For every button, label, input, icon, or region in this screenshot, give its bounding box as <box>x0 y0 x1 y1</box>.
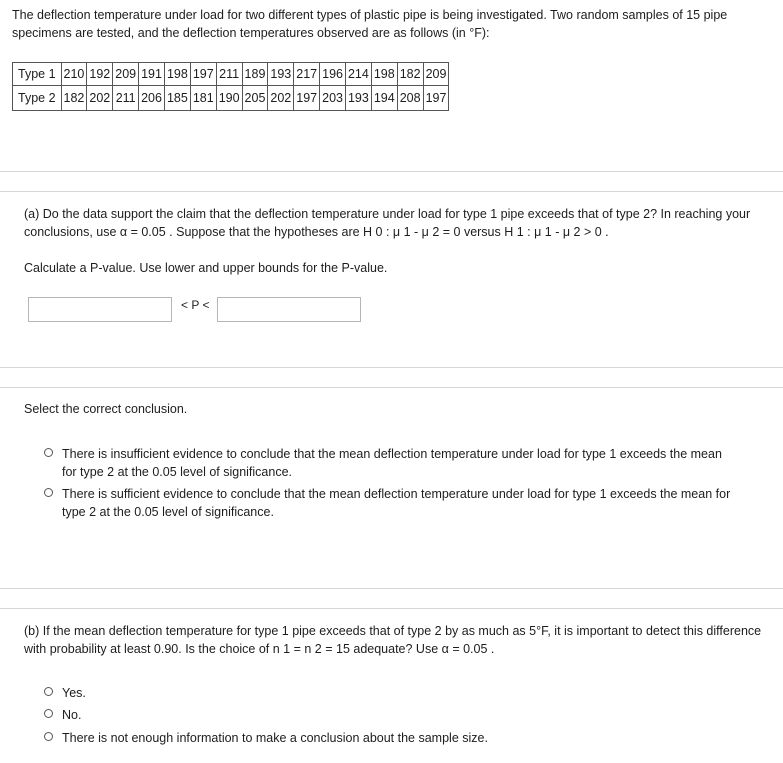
table-cell: 197 <box>294 86 320 111</box>
p-value-label: < P < <box>181 298 210 312</box>
table-cell: 194 <box>371 86 397 111</box>
part-b-option-no[interactable] <box>44 706 734 724</box>
part-a-instruction: Calculate a P-value. Use lower and upper bounds for the P-value. <box>24 261 388 275</box>
table-cell: 185 <box>164 86 190 111</box>
table-cell: 181 <box>190 86 216 111</box>
table-cell: 193 <box>345 86 371 111</box>
table-cell: 209 <box>113 63 139 86</box>
table-cell: 198 <box>164 63 190 86</box>
table-cell: 182 <box>61 86 87 111</box>
part-b-question: (b) If the mean deflection temperature for type 1 pipe exceeds that of type 2 by as much as 5°F, it is important to detect this difference with probability at least 0.90. Is the choice of n 1 = n 2 = 15 adequate? Use α = 0.05 . <box>24 624 762 656</box>
radio-button[interactable] <box>44 709 53 718</box>
divider <box>0 171 783 172</box>
table-cell: 197 <box>423 86 449 111</box>
table-cell: 208 <box>397 86 423 111</box>
table-cell: 193 <box>268 63 294 86</box>
data-table <box>12 62 449 111</box>
table-cell: 211 <box>113 86 139 111</box>
option-label: There is not enough information to make a conclusion about the sample size. <box>62 731 488 745</box>
conclusion-prompt: Select the correct conclusion. <box>24 402 188 416</box>
radio-button[interactable] <box>44 488 53 497</box>
problem-intro: The deflection temperature under load for two different types of plastic pipe is being investigated. Two random samples of 15 pipe specimens are tested, and the deflection temperatures observed are as follows (in °F): <box>12 8 728 40</box>
table-cell: 211 <box>216 63 242 86</box>
table-cell: 190 <box>216 86 242 111</box>
table-cell: 217 <box>294 63 320 86</box>
table-cell: 205 <box>242 86 268 111</box>
table-row <box>13 63 449 86</box>
radio-button[interactable] <box>44 687 53 696</box>
table-cell: 189 <box>242 63 268 86</box>
option-label: There is sufficient evidence to conclude that the mean deflection temperature under load for type 1 exceeds the mean for type 2 at the 0.05 level of significance. <box>62 487 731 519</box>
table-cell: 203 <box>320 86 346 111</box>
table-cell: 196 <box>320 63 346 86</box>
divider <box>0 608 783 609</box>
option-label: There is insufficient evidence to conclude that the mean deflection temperature under load for type 1 exceeds the mean for type 2 at the 0.05 level of significance. <box>62 447 722 479</box>
radio-button[interactable] <box>44 448 53 457</box>
table-cell: 209 <box>423 63 449 86</box>
divider <box>0 387 783 388</box>
divider <box>0 367 783 368</box>
conclusion-option-insufficient[interactable] <box>44 445 734 481</box>
row-label: Type 2 <box>13 86 62 111</box>
table-cell: 214 <box>345 63 371 86</box>
table-cell: 202 <box>268 86 294 111</box>
divider <box>0 588 783 589</box>
table-cell: 197 <box>190 63 216 86</box>
divider <box>0 191 783 192</box>
table-cell: 202 <box>87 86 113 111</box>
row-label: Type 1 <box>13 63 62 86</box>
conclusion-option-sufficient[interactable] <box>44 485 734 521</box>
p-lower-bound-input[interactable] <box>28 297 172 322</box>
part-a-question: (a) Do the data support the claim that the deflection temperature under load for type 1 pipe exceeds that of type 2? In reaching your conclusions, use α = 0.05 . Suppose that the hypotheses are H 0 : μ 1 - μ 2 = 0 versus H 1 : μ 1 - μ 2 > 0 . <box>24 207 751 239</box>
table-row <box>13 86 449 111</box>
table-cell: 210 <box>61 63 87 86</box>
p-upper-bound-input[interactable] <box>217 297 361 322</box>
table-cell: 191 <box>139 63 165 86</box>
table-cell: 182 <box>397 63 423 86</box>
radio-button[interactable] <box>44 732 53 741</box>
part-b-option-not-enough-info[interactable] <box>44 729 734 747</box>
table-cell: 198 <box>371 63 397 86</box>
option-label: Yes. <box>62 686 86 700</box>
part-b-option-yes[interactable] <box>44 684 734 702</box>
option-label: No. <box>62 708 82 722</box>
table-cell: 206 <box>139 86 165 111</box>
table-cell: 192 <box>87 63 113 86</box>
